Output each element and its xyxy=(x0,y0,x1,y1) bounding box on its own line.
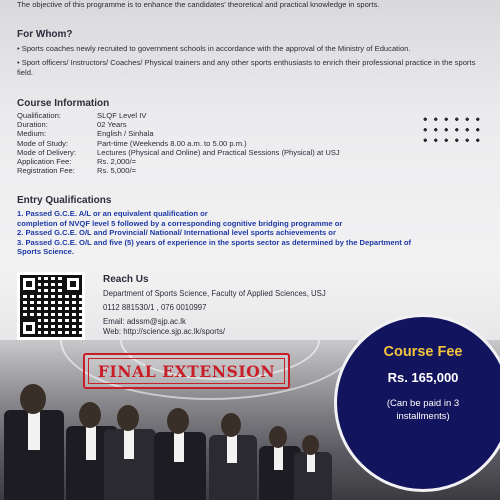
objective-text: The objective of this programme is to enhance the candidates' theoretical and practical knowledge in sports. xyxy=(17,0,380,9)
info-row-mode-of-delivery: Mode of Delivery: Lectures (Physical and Online) and Practical Sessions (Physical) at USJ xyxy=(17,147,340,157)
info-row-application-fee: Application Fee: Rs. 2,000/= xyxy=(17,157,137,167)
entry-line: completion of NVQF level 5 followed by a corresponding cognitive bridging programme or xyxy=(17,218,343,228)
reach-us-section xyxy=(103,275,326,337)
for-whom-item: • Sport officers/ Instructors/ Coaches/ Physical trainers and any other sports enthusiasts to enrich their professional practice in the sports field. xyxy=(17,58,476,77)
email-link[interactable]: Email: adssm@sjp.ac.lk xyxy=(103,317,186,326)
final-extension-stamp: FINAL EXTENSION xyxy=(83,353,290,389)
entry-line: 2. Passed G.C.E. O/L and Provincial/ National/ International level sports achievements or xyxy=(17,228,336,238)
course-fee-badge xyxy=(334,314,500,492)
department-text: Department of Sports Science, Faculty of Applied Sciences, USJ xyxy=(103,289,326,298)
entry-heading: Entry Qualifications xyxy=(17,195,112,206)
reach-us-heading: Reach Us xyxy=(103,274,149,285)
entry-line: 1. Passed G.C.E. A/L or an equivalent qualification or xyxy=(17,209,208,218)
info-row-mode-of-study: Mode of Study: Part-time (Weekends 8.00 a.m. to 5.00 p.m.) xyxy=(17,138,247,148)
fee-title: Course Fee xyxy=(383,344,463,360)
entry-line: Sports Science. xyxy=(17,247,74,257)
web-link[interactable]: Web: http://science.sjp.ac.lk/sports/ xyxy=(103,327,226,336)
for-whom-heading: For Whom? xyxy=(17,29,73,40)
fee-note: (Can be paid in 3 installments) xyxy=(386,398,460,422)
info-row-duration: Duration: 02 Years xyxy=(17,120,127,130)
for-whom-section xyxy=(17,29,487,78)
info-row-medium: Medium: English / Sinhala xyxy=(17,129,154,139)
fee-amount: Rs. 165,000 xyxy=(387,370,459,385)
info-row-registration-fee: Registration Fee: Rs. 5,000/= xyxy=(17,166,137,176)
qr-code[interactable] xyxy=(17,272,85,340)
phone-text: 0112 881530/1 , 076 0010997 xyxy=(103,303,207,312)
info-row-qualification: Qualification: SLQF Level IV xyxy=(17,111,147,120)
entry-line: 3. Passed G.C.E. O/L and five (5) years of experience in the sports sector as determined by the Department of xyxy=(17,237,412,247)
for-whom-item: • Sports coaches newly recruited to government schools in accordance with the approval of the Ministry of Education. xyxy=(17,44,411,53)
course-info-heading: Course Information xyxy=(17,98,110,109)
entry-section xyxy=(17,195,492,257)
course-info-section xyxy=(17,98,487,175)
decorative-dot-grid xyxy=(420,114,484,146)
